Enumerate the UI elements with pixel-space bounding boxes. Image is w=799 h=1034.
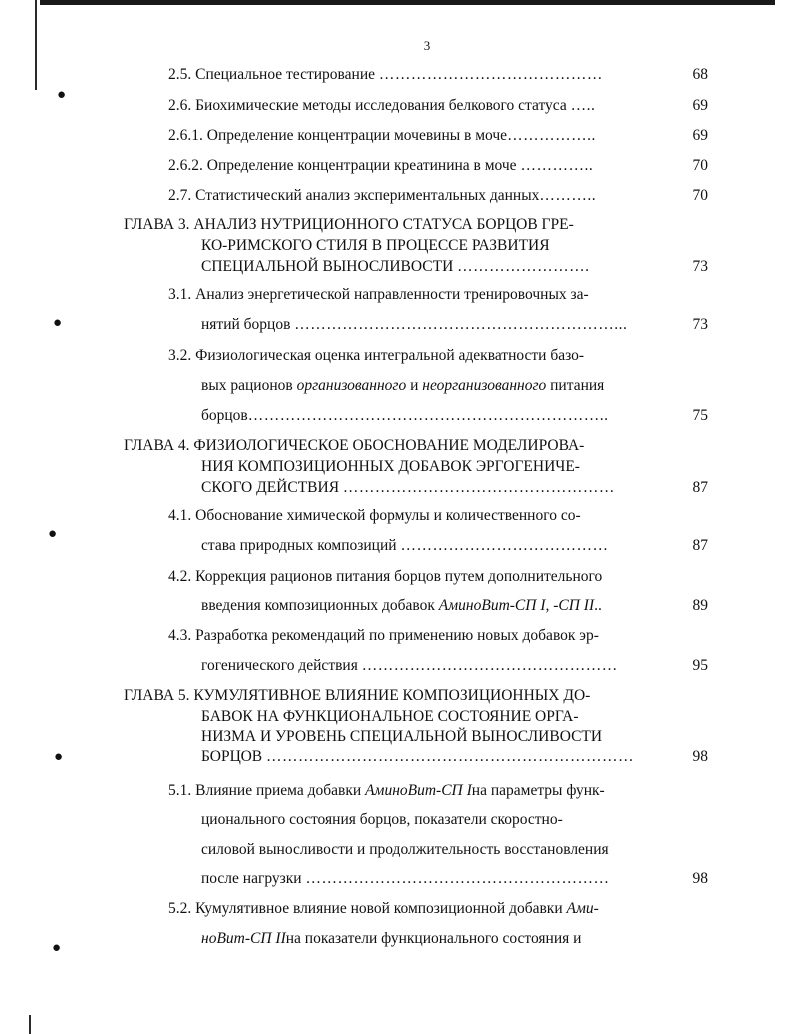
scan-edge-top: [40, 0, 775, 5]
toc-entry-cont: става природных композиций …………………………………: [201, 537, 609, 554]
toc-entry: 2.6.2. Определение концентрации креатинина в моче …………..: [168, 157, 594, 174]
binding-hole-mark: ●: [54, 749, 64, 765]
toc-page-number: 89: [692, 597, 708, 614]
toc-page-number: 87: [692, 537, 708, 554]
toc-entry: 2.7. Статистический анализ экспериментальных данных………..: [168, 187, 597, 204]
toc-entry-cont: гогенического действия …………………………………………: [201, 657, 618, 674]
binding-hole-mark: ●: [52, 940, 62, 956]
toc-entry: 5.2. Кумулятивное влияние новой композиционной добавки Ами-: [168, 900, 599, 917]
toc-entry-cont: нятий борцов ……………………………………………………...: [201, 316, 628, 333]
toc-page-number: 69: [692, 97, 708, 114]
chapter-heading-cont: СКОГО ДЕЙСТВИЯ ……………………………………………: [201, 479, 615, 496]
toc-entry: 2.5. Специальное тестирование ……………………………………: [168, 66, 603, 83]
toc-entry: 4.2. Коррекция рационов питания борцов путем дополнительного: [168, 568, 603, 585]
chapter-heading-cont: БАВОК НА ФУНКЦИОНАЛЬНОЕ СОСТОЯНИЕ ОРГА-: [201, 708, 579, 725]
toc-entry: 2.6.1. Определение концентрации мочевины в моче……………..: [168, 127, 596, 144]
toc-entry-cont: вых рационов организованного и неорганизованного питания: [201, 377, 605, 394]
toc-page-number: 73: [692, 316, 708, 333]
scan-edge-left: [35, 0, 37, 90]
toc-page-number: 73: [692, 258, 708, 275]
page-number: 3: [423, 38, 431, 53]
toc-entry-cont: введения композиционных добавок АминоВит-СП I, -СП II..: [201, 597, 602, 614]
toc-page-number: 95: [692, 657, 708, 674]
toc-entry-cont: после нагрузки …………………………………………………: [201, 870, 610, 887]
toc-entry: 4.1. Обоснование химической формулы и количественного со-: [168, 507, 581, 524]
scan-edge-left-bottom: [29, 1015, 31, 1034]
toc-page-number: 70: [692, 187, 708, 204]
toc-entry-cont: ционального состояния борцов, показатели скоростно-: [201, 811, 563, 828]
toc-entry: 2.6. Биохимические методы исследования белкового статуса …..: [168, 97, 596, 114]
toc-page-number: 68: [692, 66, 708, 83]
chapter-heading-cont: КО-РИМСКОГО СТИЛЯ В ПРОЦЕССЕ РАЗВИТИЯ: [201, 237, 550, 254]
binding-hole-mark: ●: [53, 315, 63, 331]
chapter-heading: ГЛАВА 4. ФИЗИОЛОГИЧЕСКОЕ ОБОСНОВАНИЕ МОДЕЛИРОВА-: [124, 437, 585, 454]
chapter-heading-cont: СПЕЦИАЛЬНОЙ ВЫНОСЛИВОСТИ …………………….: [201, 258, 590, 275]
chapter-heading-cont: БОРЦОВ ……………………………………………………………: [201, 748, 635, 765]
toc-page-number: 98: [692, 748, 708, 765]
toc-page-number: 98: [692, 870, 708, 887]
toc-page-number: 75: [692, 407, 708, 424]
toc-page-number: 69: [692, 127, 708, 144]
chapter-heading: ГЛАВА 3. АНАЛИЗ НУТРИЦИОННОГО СТАТУСА БОРЦОВ ГРЕ-: [124, 216, 574, 233]
toc-page-number: 87: [692, 479, 708, 496]
chapter-heading: ГЛАВА 5. КУМУЛЯТИВНОЕ ВЛИЯНИЕ КОМПОЗИЦИОННЫХ ДО-: [124, 687, 591, 704]
toc-entry: 5.1. Влияние приема добавки АминоВит-СП Iна параметры функ-: [168, 782, 605, 799]
toc-entry: 4.3. Разработка рекомендаций по применению новых добавок эр-: [168, 627, 599, 644]
toc-entry-cont: силовой выносливости и продолжительность восстановления: [201, 841, 609, 858]
chapter-heading-cont: НИЗМА И УРОВЕНЬ СПЕЦИАЛЬНОЙ ВЫНОСЛИВОСТИ: [201, 728, 603, 745]
toc-page-number: 70: [692, 157, 708, 174]
toc-entry: 3.1. Анализ энергетической направленности тренировочных за-: [168, 286, 589, 303]
toc-entry-cont: борцов…………………………………………………………..: [201, 407, 609, 424]
toc-entry: 3.2. Физиологическая оценка интегральной адекватности базо-: [168, 347, 585, 364]
chapter-heading-cont: НИЯ КОМПОЗИЦИОННЫХ ДОБАВОК ЭРГОГЕНИЧЕ-: [201, 458, 580, 475]
toc-entry-cont: ноВит-СП IIна показатели функционального состояния и: [201, 930, 582, 947]
binding-hole-mark: ●: [48, 526, 58, 542]
binding-hole-mark: ●: [57, 87, 67, 103]
